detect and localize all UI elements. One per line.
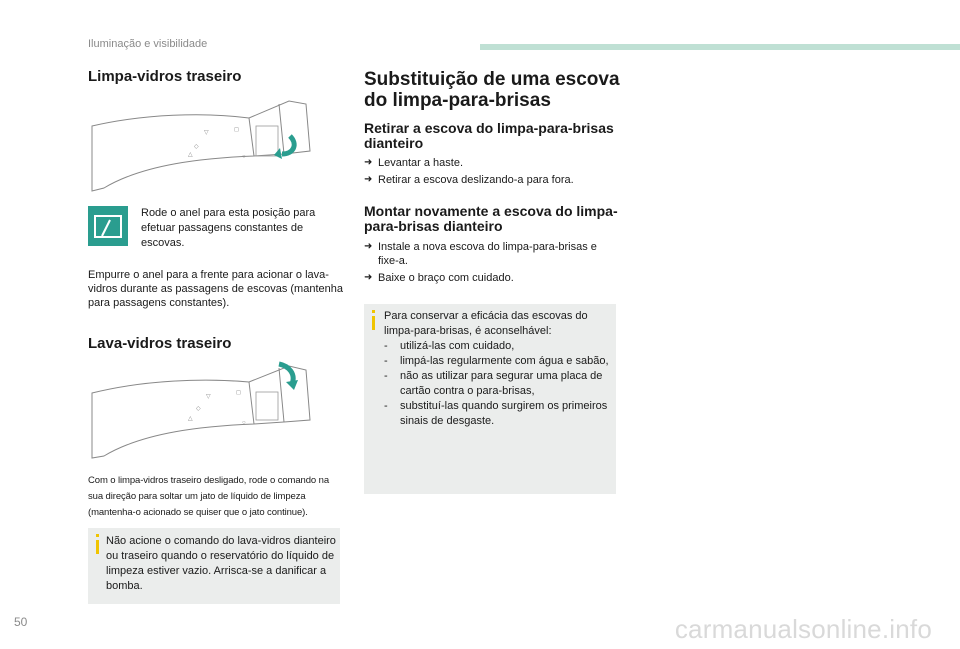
list-item: - substituí-las quando surgirem os primeiros sinais de desgaste. xyxy=(384,400,608,427)
svg-text:◇: ◇ xyxy=(194,144,199,150)
stalk-illustration-rear-wiper-icon xyxy=(84,96,324,198)
svg-text:○: ○ xyxy=(242,154,246,160)
rotate-text: Rode o anel para esta posição para efetuar passagens constantes de escovas. xyxy=(141,207,316,249)
list-item: - não as utilizar para segurar uma placa de cartão contra o para-brisas, xyxy=(384,370,603,397)
left-note xyxy=(88,528,340,604)
svg-text:▽: ▽ xyxy=(204,130,209,136)
header-bar xyxy=(480,44,960,50)
section-header: Iluminação e visibilidade xyxy=(88,38,208,50)
list-item: ➜ Baixe o braço com cuidado. xyxy=(364,272,514,284)
list-item: - limpá-las regularmente com água e sabão, xyxy=(384,355,609,367)
washer-text: Com o limpa-vidros traseiro desligado, rode o comando na sua direção para soltar um jato de líquido de limpeza (mantenha-o acionado se quiser que o jato continue). xyxy=(88,475,329,518)
svg-text:◇: ◇ xyxy=(196,406,201,412)
push-text: Empurre o anel para a frente para acionar o lava-vidros durante as passagens de escovas (mantenha para passagens constantes). xyxy=(88,269,343,309)
right-note xyxy=(364,304,616,494)
list-item: ➜ Retirar a escova deslizando-a para fora. xyxy=(364,174,574,186)
list-item: ➜ Levantar a haste. xyxy=(364,157,464,169)
svg-text:▽: ▽ xyxy=(206,394,211,400)
info-icon xyxy=(372,310,375,313)
svg-text:◻: ◻ xyxy=(236,390,241,396)
rear-wiper-icon xyxy=(88,206,128,246)
remove-steps xyxy=(364,156,619,187)
list-item: ➜ Instale a nova escova do limpa-para-brisas e fixe-a. xyxy=(364,241,597,267)
rear-washer-title: Lava-vidros traseiro xyxy=(88,335,232,352)
right-note-intro: Para conservar a eficácia das escovas do limpa-para-brisas, é aconselhável: xyxy=(384,310,588,337)
refit-title: Montar novamente a escova do limpa-para-brisas dianteiro xyxy=(364,203,618,234)
svg-text:△: △ xyxy=(188,416,193,422)
right-note-content xyxy=(384,309,612,429)
stalk-illustration-rear-washer-icon xyxy=(84,358,324,460)
list-item: - utilizá-las com cuidado, xyxy=(384,340,515,352)
watermark: carmanualsonline.info xyxy=(674,614,932,644)
svg-text:△: △ xyxy=(188,152,193,158)
svg-text:○: ○ xyxy=(242,420,246,426)
remove-title: Retirar a escova do limpa-para-brisas dianteiro xyxy=(364,120,614,151)
info-icon xyxy=(96,534,99,537)
refit-steps xyxy=(364,240,619,285)
info-icon-bar xyxy=(372,316,375,330)
main-title: Substituição de uma escova do limpa-para-brisas xyxy=(364,69,620,111)
left-note-text: Não acione o comando do lava-vidros dianteiro ou traseiro quando o reservatório do líquido de limpeza estiver vazio. Arrisca-se a danificar a bomba. xyxy=(106,535,336,592)
info-icon-bar xyxy=(96,540,99,554)
rear-wiper-title: Limpa-vidros traseiro xyxy=(88,68,242,85)
svg-text:◻: ◻ xyxy=(234,127,239,133)
page-number: 50 xyxy=(14,615,28,629)
